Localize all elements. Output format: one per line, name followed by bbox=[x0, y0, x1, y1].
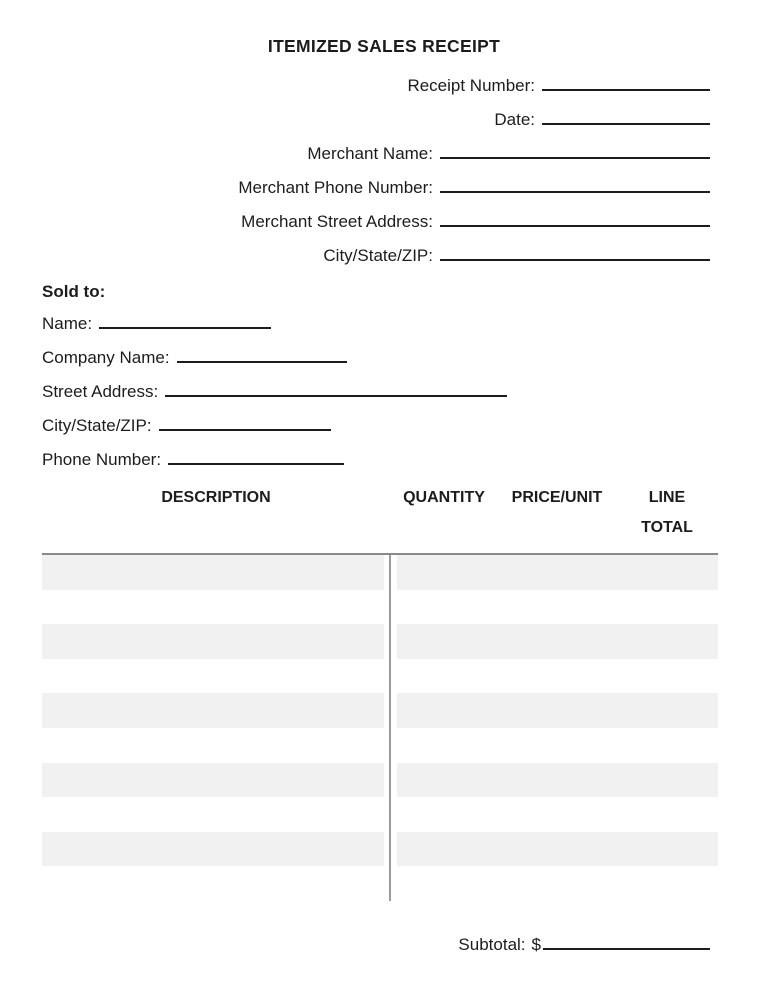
receipt-number-field[interactable] bbox=[542, 75, 710, 91]
page-title: ITEMIZED SALES RECEIPT bbox=[267, 36, 501, 56]
merchant-section bbox=[0, 69, 710, 273]
items-table-header bbox=[42, 483, 718, 543]
buyer-citystatezip-row bbox=[42, 409, 768, 443]
receipt-number-row bbox=[0, 69, 710, 103]
table-row[interactable] bbox=[42, 590, 718, 625]
item-values-cell[interactable] bbox=[397, 590, 718, 625]
table-row[interactable] bbox=[42, 866, 718, 901]
item-description-cell[interactable] bbox=[42, 866, 384, 901]
buyer-citystatezip-label: City/State/ZIP: bbox=[42, 416, 152, 435]
item-description-cell[interactable] bbox=[42, 832, 384, 867]
item-values-cell[interactable] bbox=[397, 797, 718, 832]
merchant-phone-row bbox=[0, 171, 710, 205]
item-values-cell[interactable] bbox=[397, 555, 718, 590]
buyer-street-row bbox=[42, 375, 768, 409]
table-row[interactable] bbox=[42, 693, 718, 728]
buyer-street-label: Street Address: bbox=[42, 382, 159, 401]
table-row[interactable] bbox=[42, 555, 718, 590]
item-description-cell[interactable] bbox=[42, 728, 384, 763]
header-line-total: LINE TOTAL bbox=[641, 489, 693, 536]
merchant-phone-label: Merchant Phone Number: bbox=[238, 178, 433, 197]
buyer-company-field[interactable] bbox=[177, 347, 347, 363]
sold-to-heading: Sold to: bbox=[42, 282, 106, 301]
date-field[interactable] bbox=[542, 109, 710, 125]
item-values-cell[interactable] bbox=[397, 832, 718, 867]
table-row[interactable] bbox=[42, 659, 718, 694]
buyer-phone-row bbox=[42, 443, 768, 477]
table-row[interactable] bbox=[42, 624, 718, 659]
subtotal-label: Subtotal: bbox=[458, 935, 526, 954]
table-row[interactable] bbox=[42, 832, 718, 867]
buyer-company-label: Company Name: bbox=[42, 348, 170, 367]
item-description-cell[interactable] bbox=[42, 659, 384, 694]
buyer-citystatezip-field[interactable] bbox=[159, 415, 331, 431]
merchant-citystatezip-label: City/State/ZIP: bbox=[323, 246, 433, 265]
item-values-cell[interactable] bbox=[397, 659, 718, 694]
currency-symbol: $ bbox=[531, 935, 541, 954]
item-description-cell[interactable] bbox=[42, 797, 384, 832]
item-values-cell[interactable] bbox=[397, 763, 718, 798]
merchant-name-field[interactable] bbox=[440, 143, 710, 159]
item-description-cell[interactable] bbox=[42, 555, 384, 590]
column-divider-rule bbox=[389, 555, 391, 901]
subtotal-field[interactable] bbox=[543, 934, 710, 950]
merchant-citystatezip-row bbox=[0, 239, 710, 273]
item-description-cell[interactable] bbox=[42, 693, 384, 728]
buyer-phone-label: Phone Number: bbox=[42, 450, 162, 469]
subtotal-row bbox=[0, 934, 710, 956]
sold-to-section bbox=[42, 277, 768, 477]
merchant-street-label: Merchant Street Address: bbox=[241, 212, 433, 231]
date-row bbox=[0, 103, 710, 137]
merchant-phone-field[interactable] bbox=[440, 177, 710, 193]
item-description-cell[interactable] bbox=[42, 763, 384, 798]
merchant-citystatezip-field[interactable] bbox=[440, 245, 710, 261]
item-description-cell[interactable] bbox=[42, 624, 384, 659]
table-row[interactable] bbox=[42, 763, 718, 798]
buyer-phone-field[interactable] bbox=[168, 449, 344, 465]
item-values-cell[interactable] bbox=[397, 728, 718, 763]
items-table-body bbox=[42, 553, 718, 901]
table-row[interactable] bbox=[42, 797, 718, 832]
buyer-name-field[interactable] bbox=[99, 313, 271, 329]
item-description-cell[interactable] bbox=[42, 590, 384, 625]
header-description: DESCRIPTION bbox=[161, 489, 271, 506]
merchant-street-field[interactable] bbox=[440, 211, 710, 227]
buyer-name-label: Name: bbox=[42, 314, 93, 333]
date-label: Date: bbox=[494, 110, 535, 129]
item-values-cell[interactable] bbox=[397, 693, 718, 728]
buyer-street-field[interactable] bbox=[165, 381, 507, 397]
buyer-company-row bbox=[42, 341, 768, 375]
merchant-name-label: Merchant Name: bbox=[307, 144, 433, 163]
item-values-cell[interactable] bbox=[397, 624, 718, 659]
merchant-name-row bbox=[0, 137, 710, 171]
buyer-name-row bbox=[42, 307, 768, 341]
table-row[interactable] bbox=[42, 728, 718, 763]
header-price-unit: PRICE/UNIT bbox=[511, 489, 603, 506]
header-quantity: QUANTITY bbox=[403, 489, 485, 506]
receipt-number-label: Receipt Number: bbox=[407, 76, 535, 95]
item-values-cell[interactable] bbox=[397, 866, 718, 901]
merchant-street-row bbox=[0, 205, 710, 239]
